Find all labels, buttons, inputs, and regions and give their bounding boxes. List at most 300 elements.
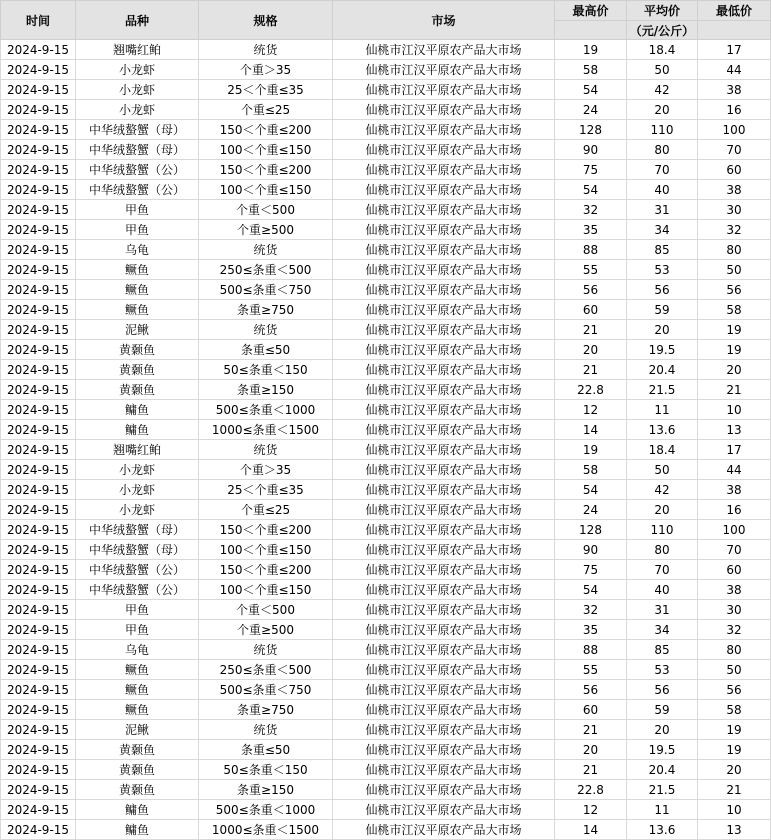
cell-max-price: 128	[555, 120, 627, 140]
cell-max-price: 75	[555, 160, 627, 180]
cell-variety: 翘嘴红鲌	[76, 440, 199, 460]
cell-min-price: 60	[698, 160, 771, 180]
cell-avg-price: 110	[627, 120, 698, 140]
cell-min-price: 30	[698, 200, 771, 220]
cell-min-price: 19	[698, 340, 771, 360]
cell-max-price: 128	[555, 520, 627, 540]
cell-spec: 统货	[199, 320, 333, 340]
cell-spec: 500≤条重＜1000	[199, 400, 333, 420]
cell-avg-price: 19.5	[627, 340, 698, 360]
cell-spec: 条重≤50	[199, 340, 333, 360]
cell-time: 2024-9-15	[1, 40, 76, 60]
cell-spec: 50≤条重＜150	[199, 360, 333, 380]
table-row	[1, 680, 771, 700]
cell-variety: 翘嘴红鲌	[76, 40, 199, 60]
cell-time: 2024-9-15	[1, 140, 76, 160]
cell-variety: 鳜鱼	[76, 280, 199, 300]
cell-market: 仙桃市江汉平原农产品大市场	[333, 440, 555, 460]
cell-time: 2024-9-15	[1, 100, 76, 120]
cell-variety: 泥鳅	[76, 720, 199, 740]
table-row	[1, 780, 771, 800]
cell-time: 2024-9-15	[1, 60, 76, 80]
cell-avg-price: 21.5	[627, 380, 698, 400]
cell-market: 仙桃市江汉平原农产品大市场	[333, 720, 555, 740]
cell-avg-price: 50	[627, 60, 698, 80]
cell-time: 2024-9-15	[1, 780, 76, 800]
cell-min-price: 58	[698, 700, 771, 720]
cell-time: 2024-9-15	[1, 800, 76, 820]
cell-variety: 中华绒螯蟹（公）	[76, 580, 199, 600]
cell-min-price: 17	[698, 440, 771, 460]
cell-max-price: 54	[555, 480, 627, 500]
cell-time: 2024-9-15	[1, 120, 76, 140]
cell-min-price: 21	[698, 780, 771, 800]
header-time: 时间	[1, 1, 76, 40]
cell-market: 仙桃市江汉平原农产品大市场	[333, 320, 555, 340]
cell-max-price: 21	[555, 720, 627, 740]
cell-avg-price: 13.6	[627, 420, 698, 440]
cell-spec: 条重≤50	[199, 740, 333, 760]
table-row	[1, 460, 771, 480]
cell-time: 2024-9-15	[1, 260, 76, 280]
cell-market: 仙桃市江汉平原农产品大市场	[333, 360, 555, 380]
cell-min-price: 10	[698, 800, 771, 820]
table-row	[1, 340, 771, 360]
cell-variety: 小龙虾	[76, 80, 199, 100]
table-row	[1, 620, 771, 640]
cell-market: 仙桃市江汉平原农产品大市场	[333, 80, 555, 100]
cell-min-price: 20	[698, 760, 771, 780]
cell-min-price: 70	[698, 140, 771, 160]
cell-variety: 中华绒螯蟹（公）	[76, 160, 199, 180]
cell-market: 仙桃市江汉平原农产品大市场	[333, 480, 555, 500]
cell-min-price: 10	[698, 400, 771, 420]
cell-spec: 个重≥500	[199, 620, 333, 640]
cell-market: 仙桃市江汉平原农产品大市场	[333, 400, 555, 420]
cell-market: 仙桃市江汉平原农产品大市场	[333, 620, 555, 640]
cell-max-price: 21	[555, 760, 627, 780]
cell-avg-price: 19.5	[627, 740, 698, 760]
cell-max-price: 60	[555, 700, 627, 720]
cell-market: 仙桃市江汉平原农产品大市场	[333, 800, 555, 820]
cell-max-price: 60	[555, 300, 627, 320]
cell-avg-price: 11	[627, 400, 698, 420]
header-min-price-unit	[698, 21, 771, 40]
cell-avg-price: 70	[627, 560, 698, 580]
cell-time: 2024-9-15	[1, 600, 76, 620]
cell-variety: 鳙鱼	[76, 800, 199, 820]
cell-min-price: 100	[698, 120, 771, 140]
cell-max-price: 32	[555, 600, 627, 620]
cell-spec: 150＜个重≤200	[199, 520, 333, 540]
cell-spec: 条重≥750	[199, 700, 333, 720]
cell-time: 2024-9-15	[1, 760, 76, 780]
cell-market: 仙桃市江汉平原农产品大市场	[333, 300, 555, 320]
cell-min-price: 32	[698, 220, 771, 240]
cell-max-price: 56	[555, 280, 627, 300]
cell-spec: 250≤条重＜500	[199, 260, 333, 280]
header-variety: 品种	[76, 1, 199, 40]
cell-market: 仙桃市江汉平原农产品大市场	[333, 120, 555, 140]
cell-variety: 甲鱼	[76, 200, 199, 220]
cell-market: 仙桃市江汉平原农产品大市场	[333, 240, 555, 260]
cell-min-price: 38	[698, 80, 771, 100]
cell-min-price: 21	[698, 380, 771, 400]
table-row	[1, 820, 771, 840]
cell-spec: 500≤条重＜750	[199, 680, 333, 700]
cell-max-price: 20	[555, 340, 627, 360]
cell-time: 2024-9-15	[1, 440, 76, 460]
cell-spec: 条重≥750	[199, 300, 333, 320]
cell-market: 仙桃市江汉平原农产品大市场	[333, 380, 555, 400]
cell-max-price: 12	[555, 400, 627, 420]
header-market: 市场	[333, 1, 555, 40]
cell-variety: 乌龟	[76, 240, 199, 260]
cell-spec: 1000≤条重＜1500	[199, 820, 333, 840]
cell-market: 仙桃市江汉平原农产品大市场	[333, 40, 555, 60]
cell-spec: 个重≤25	[199, 100, 333, 120]
cell-avg-price: 13.6	[627, 820, 698, 840]
table-row	[1, 740, 771, 760]
cell-spec: 25＜个重≤35	[199, 80, 333, 100]
cell-time: 2024-9-15	[1, 400, 76, 420]
cell-avg-price: 85	[627, 640, 698, 660]
cell-avg-price: 70	[627, 160, 698, 180]
cell-market: 仙桃市江汉平原农产品大市场	[333, 660, 555, 680]
table-row	[1, 500, 771, 520]
cell-time: 2024-9-15	[1, 580, 76, 600]
cell-avg-price: 42	[627, 480, 698, 500]
cell-max-price: 88	[555, 640, 627, 660]
cell-avg-price: 110	[627, 520, 698, 540]
table-row	[1, 520, 771, 540]
cell-time: 2024-9-15	[1, 660, 76, 680]
cell-min-price: 13	[698, 420, 771, 440]
cell-market: 仙桃市江汉平原农产品大市场	[333, 280, 555, 300]
cell-variety: 黄颡鱼	[76, 760, 199, 780]
table-row	[1, 40, 771, 60]
cell-max-price: 55	[555, 260, 627, 280]
cell-market: 仙桃市江汉平原农产品大市场	[333, 600, 555, 620]
cell-time: 2024-9-15	[1, 320, 76, 340]
table-row	[1, 380, 771, 400]
cell-max-price: 75	[555, 560, 627, 580]
cell-time: 2024-9-15	[1, 520, 76, 540]
cell-variety: 黄颡鱼	[76, 340, 199, 360]
cell-time: 2024-9-15	[1, 80, 76, 100]
cell-time: 2024-9-15	[1, 340, 76, 360]
cell-spec: 个重≤25	[199, 500, 333, 520]
cell-max-price: 35	[555, 620, 627, 640]
cell-max-price: 12	[555, 800, 627, 820]
table-row	[1, 80, 771, 100]
cell-min-price: 19	[698, 740, 771, 760]
table-row	[1, 400, 771, 420]
cell-market: 仙桃市江汉平原农产品大市场	[333, 760, 555, 780]
cell-spec: 统货	[199, 40, 333, 60]
header-spec: 规格	[199, 1, 333, 40]
cell-max-price: 90	[555, 540, 627, 560]
cell-market: 仙桃市江汉平原农产品大市场	[333, 160, 555, 180]
table-row	[1, 240, 771, 260]
cell-avg-price: 80	[627, 140, 698, 160]
cell-spec: 个重＞35	[199, 460, 333, 480]
cell-spec: 25＜个重≤35	[199, 480, 333, 500]
cell-min-price: 38	[698, 580, 771, 600]
cell-spec: 500≤条重＜1000	[199, 800, 333, 820]
cell-max-price: 22.8	[555, 780, 627, 800]
cell-variety: 鳙鱼	[76, 400, 199, 420]
table-row	[1, 160, 771, 180]
cell-time: 2024-9-15	[1, 280, 76, 300]
table-row	[1, 800, 771, 820]
cell-max-price: 19	[555, 440, 627, 460]
cell-min-price: 56	[698, 280, 771, 300]
cell-time: 2024-9-15	[1, 360, 76, 380]
cell-max-price: 21	[555, 320, 627, 340]
table-row	[1, 100, 771, 120]
cell-spec: 150＜个重≤200	[199, 120, 333, 140]
cell-time: 2024-9-15	[1, 560, 76, 580]
table-row	[1, 640, 771, 660]
cell-spec: 100＜个重≤150	[199, 180, 333, 200]
cell-variety: 甲鱼	[76, 600, 199, 620]
cell-spec: 统货	[199, 440, 333, 460]
cell-max-price: 21	[555, 360, 627, 380]
cell-spec: 条重≥150	[199, 780, 333, 800]
cell-time: 2024-9-15	[1, 820, 76, 840]
table-row	[1, 420, 771, 440]
cell-time: 2024-9-15	[1, 740, 76, 760]
header-avg-price: 平均价	[627, 1, 698, 21]
cell-min-price: 50	[698, 660, 771, 680]
cell-avg-price: 11	[627, 800, 698, 820]
cell-max-price: 54	[555, 180, 627, 200]
cell-market: 仙桃市江汉平原农产品大市场	[333, 260, 555, 280]
table-row	[1, 540, 771, 560]
cell-avg-price: 53	[627, 660, 698, 680]
cell-variety: 鳜鱼	[76, 680, 199, 700]
cell-max-price: 24	[555, 500, 627, 520]
cell-max-price: 24	[555, 100, 627, 120]
table-row	[1, 440, 771, 460]
table-row	[1, 760, 771, 780]
cell-variety: 泥鳅	[76, 320, 199, 340]
cell-time: 2024-9-15	[1, 460, 76, 480]
cell-avg-price: 20.4	[627, 760, 698, 780]
cell-spec: 500≤条重＜750	[199, 280, 333, 300]
cell-avg-price: 50	[627, 460, 698, 480]
table-row	[1, 600, 771, 620]
cell-variety: 鳜鱼	[76, 700, 199, 720]
cell-min-price: 80	[698, 640, 771, 660]
cell-avg-price: 34	[627, 620, 698, 640]
cell-variety: 甲鱼	[76, 220, 199, 240]
cell-variety: 小龙虾	[76, 60, 199, 80]
table-row	[1, 720, 771, 740]
cell-avg-price: 18.4	[627, 40, 698, 60]
cell-variety: 中华绒螯蟹（母）	[76, 140, 199, 160]
cell-min-price: 16	[698, 100, 771, 120]
cell-min-price: 19	[698, 720, 771, 740]
table-header	[1, 1, 771, 40]
cell-variety: 中华绒螯蟹（母）	[76, 520, 199, 540]
cell-avg-price: 80	[627, 540, 698, 560]
cell-time: 2024-9-15	[1, 680, 76, 700]
table-row	[1, 220, 771, 240]
cell-time: 2024-9-15	[1, 700, 76, 720]
cell-spec: 个重＜500	[199, 200, 333, 220]
cell-max-price: 32	[555, 200, 627, 220]
cell-min-price: 70	[698, 540, 771, 560]
table-row	[1, 60, 771, 80]
cell-market: 仙桃市江汉平原农产品大市场	[333, 340, 555, 360]
cell-spec: 条重≥150	[199, 380, 333, 400]
cell-max-price: 14	[555, 820, 627, 840]
cell-max-price: 58	[555, 60, 627, 80]
cell-market: 仙桃市江汉平原农产品大市场	[333, 820, 555, 840]
cell-variety: 黄颡鱼	[76, 360, 199, 380]
cell-market: 仙桃市江汉平原农产品大市场	[333, 140, 555, 160]
cell-time: 2024-9-15	[1, 240, 76, 260]
cell-avg-price: 85	[627, 240, 698, 260]
cell-variety: 鳜鱼	[76, 260, 199, 280]
cell-avg-price: 20	[627, 320, 698, 340]
cell-avg-price: 31	[627, 200, 698, 220]
cell-min-price: 56	[698, 680, 771, 700]
cell-market: 仙桃市江汉平原农产品大市场	[333, 560, 555, 580]
cell-min-price: 16	[698, 500, 771, 520]
cell-spec: 50≤条重＜150	[199, 760, 333, 780]
table-row	[1, 180, 771, 200]
table-row	[1, 120, 771, 140]
table-row	[1, 200, 771, 220]
header-min-price: 最低价	[698, 1, 771, 21]
cell-variety: 中华绒螯蟹（公）	[76, 560, 199, 580]
header-max-price-unit	[555, 21, 627, 40]
table-row	[1, 280, 771, 300]
cell-max-price: 58	[555, 460, 627, 480]
cell-variety: 鳙鱼	[76, 820, 199, 840]
cell-min-price: 44	[698, 460, 771, 480]
cell-min-price: 30	[698, 600, 771, 620]
cell-time: 2024-9-15	[1, 480, 76, 500]
cell-min-price: 100	[698, 520, 771, 540]
table-row	[1, 700, 771, 720]
cell-time: 2024-9-15	[1, 220, 76, 240]
cell-avg-price: 34	[627, 220, 698, 240]
cell-spec: 个重＜500	[199, 600, 333, 620]
cell-max-price: 20	[555, 740, 627, 760]
header-max-price: 最高价	[555, 1, 627, 21]
cell-avg-price: 53	[627, 260, 698, 280]
table-row	[1, 260, 771, 280]
cell-market: 仙桃市江汉平原农产品大市场	[333, 780, 555, 800]
cell-variety: 中华绒螯蟹（母）	[76, 540, 199, 560]
cell-avg-price: 20	[627, 500, 698, 520]
cell-variety: 中华绒螯蟹（母）	[76, 120, 199, 140]
cell-variety: 黄颡鱼	[76, 780, 199, 800]
cell-variety: 中华绒螯蟹（公）	[76, 180, 199, 200]
cell-spec: 100＜个重≤150	[199, 140, 333, 160]
cell-max-price: 54	[555, 80, 627, 100]
cell-min-price: 38	[698, 480, 771, 500]
cell-market: 仙桃市江汉平原农产品大市场	[333, 740, 555, 760]
cell-min-price: 17	[698, 40, 771, 60]
cell-spec: 统货	[199, 720, 333, 740]
cell-variety: 小龙虾	[76, 100, 199, 120]
table-row	[1, 560, 771, 580]
cell-avg-price: 21.5	[627, 780, 698, 800]
cell-market: 仙桃市江汉平原农产品大市场	[333, 100, 555, 120]
cell-avg-price: 56	[627, 280, 698, 300]
cell-variety: 乌龟	[76, 640, 199, 660]
cell-spec: 1000≤条重＜1500	[199, 420, 333, 440]
table-row	[1, 660, 771, 680]
table-row	[1, 480, 771, 500]
cell-max-price: 55	[555, 660, 627, 680]
cell-market: 仙桃市江汉平原农产品大市场	[333, 180, 555, 200]
cell-min-price: 50	[698, 260, 771, 280]
table-row	[1, 580, 771, 600]
table-row	[1, 140, 771, 160]
cell-min-price: 44	[698, 60, 771, 80]
cell-market: 仙桃市江汉平原农产品大市场	[333, 680, 555, 700]
cell-min-price: 19	[698, 320, 771, 340]
cell-market: 仙桃市江汉平原农产品大市场	[333, 460, 555, 480]
cell-variety: 小龙虾	[76, 500, 199, 520]
cell-variety: 鳙鱼	[76, 420, 199, 440]
cell-avg-price: 31	[627, 600, 698, 620]
cell-variety: 黄颡鱼	[76, 740, 199, 760]
cell-avg-price: 56	[627, 680, 698, 700]
cell-spec: 统货	[199, 640, 333, 660]
cell-spec: 150＜个重≤200	[199, 560, 333, 580]
cell-time: 2024-9-15	[1, 540, 76, 560]
cell-min-price: 13	[698, 820, 771, 840]
cell-max-price: 88	[555, 240, 627, 260]
cell-avg-price: 59	[627, 300, 698, 320]
cell-min-price: 20	[698, 360, 771, 380]
table-body	[1, 40, 771, 840]
cell-time: 2024-9-15	[1, 420, 76, 440]
cell-spec: 250≤条重＜500	[199, 660, 333, 680]
cell-time: 2024-9-15	[1, 180, 76, 200]
header-unit: （元/公斤）	[627, 21, 698, 40]
cell-variety: 小龙虾	[76, 480, 199, 500]
cell-time: 2024-9-15	[1, 720, 76, 740]
cell-market: 仙桃市江汉平原农产品大市场	[333, 220, 555, 240]
cell-max-price: 54	[555, 580, 627, 600]
cell-variety: 黄颡鱼	[76, 380, 199, 400]
cell-variety: 鳜鱼	[76, 660, 199, 680]
cell-max-price: 90	[555, 140, 627, 160]
cell-spec: 150＜个重≤200	[199, 160, 333, 180]
cell-market: 仙桃市江汉平原农产品大市场	[333, 700, 555, 720]
cell-variety: 小龙虾	[76, 460, 199, 480]
cell-time: 2024-9-15	[1, 640, 76, 660]
cell-market: 仙桃市江汉平原农产品大市场	[333, 60, 555, 80]
cell-max-price: 22.8	[555, 380, 627, 400]
cell-spec: 100＜个重≤150	[199, 580, 333, 600]
cell-time: 2024-9-15	[1, 300, 76, 320]
cell-market: 仙桃市江汉平原农产品大市场	[333, 500, 555, 520]
cell-avg-price: 40	[627, 580, 698, 600]
cell-time: 2024-9-15	[1, 620, 76, 640]
cell-time: 2024-9-15	[1, 500, 76, 520]
cell-avg-price: 20.4	[627, 360, 698, 380]
table-row	[1, 360, 771, 380]
